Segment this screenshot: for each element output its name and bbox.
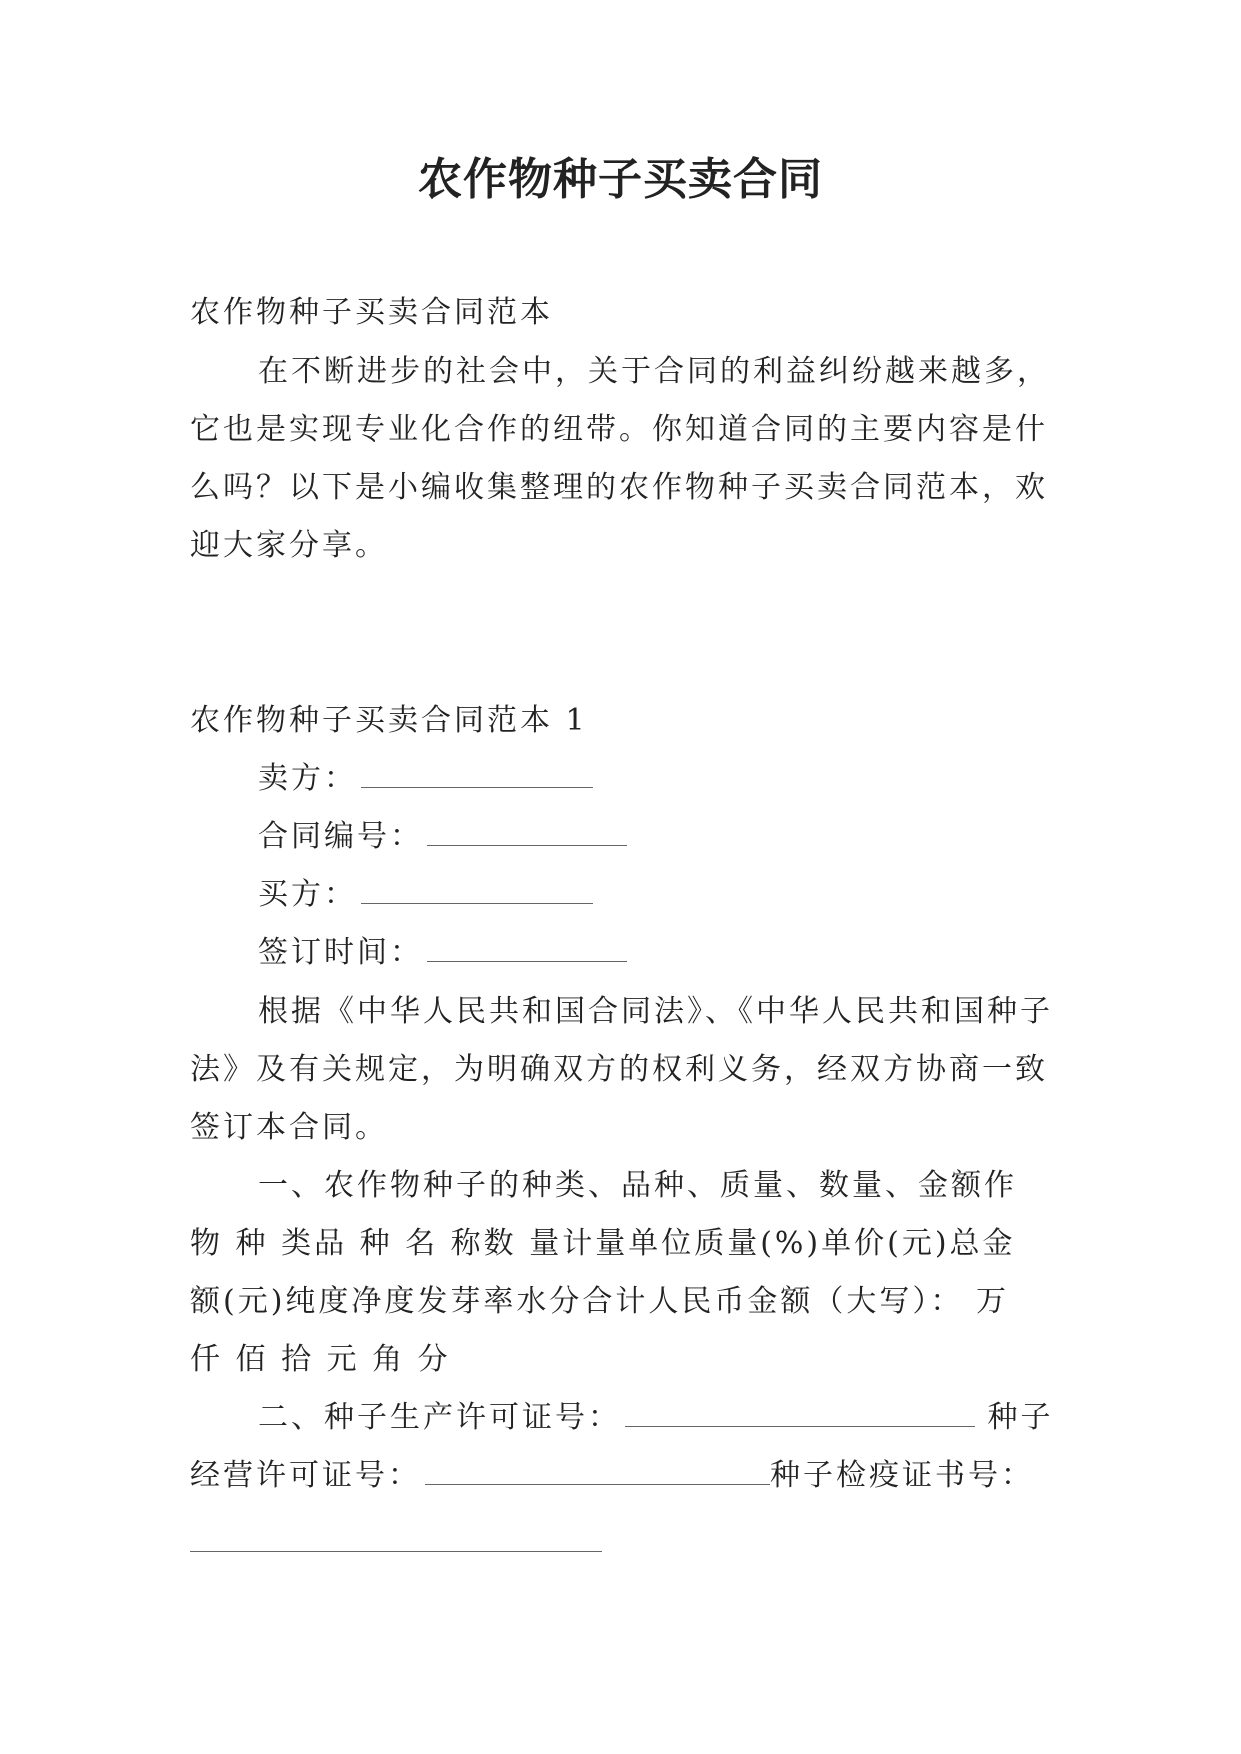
quarantine-cert-label: 种子检疫证书号：	[770, 1458, 1034, 1493]
seller-field	[258, 759, 593, 799]
intro-line-2: 它也是实现专业化合作的纽带。你知道合同的主要内容是什	[190, 412, 1048, 447]
seller-blank	[361, 759, 593, 788]
buyer-blank	[361, 875, 593, 904]
production-license-label: 二、种子生产许可证号：	[258, 1400, 621, 1435]
basis-line-2: 法》及有关规定，为明确双方的权利义务，经双方协商一致	[190, 1052, 1048, 1087]
intro-line-3: 么吗？以下是小编收集整理的农作物种子买卖合同范本，欢	[190, 470, 1048, 505]
basis-line-3: 签订本合同。	[190, 1110, 388, 1145]
buyer-field	[258, 875, 593, 915]
clause2-line-2	[190, 1456, 1034, 1496]
sign-date-label: 签订时间：	[258, 935, 423, 970]
clause2-line1-suffix: 种子	[987, 1400, 1054, 1435]
clause1-line-1: 一、农作物种子的种类、品种、质量、数量、金额作	[258, 1168, 1017, 1203]
intro-line-4: 迎大家分享。	[190, 528, 388, 563]
business-license-blank	[425, 1456, 770, 1485]
basis-line-1: 根据《中华人民共和国合同法》、《中华人民共和国种子	[258, 994, 1053, 1029]
production-license-blank	[625, 1398, 975, 1427]
section-title: 农作物种子买卖合同范本 1	[190, 703, 588, 738]
document-subtitle: 农作物种子买卖合同范本	[190, 295, 553, 330]
document-title: 农作物种子买卖合同	[418, 154, 823, 205]
seller-label: 卖方：	[258, 761, 357, 796]
intro-line-1: 在不断进步的社会中，关于合同的利益纠纷越来越多，	[258, 354, 1050, 389]
clause1-line-3: 额(元)纯度净度发芽率水分合计人民币金额（大写）： 万	[190, 1284, 1009, 1319]
clause1-line-4: 仟 佰 拾 元 角 分	[190, 1342, 451, 1377]
contract-no-blank	[427, 817, 627, 846]
buyer-label: 买方：	[258, 877, 357, 912]
clause1-line-2: 物 种 类品 种 名 称数 量计量单位质量(%)单价(元)总金	[190, 1226, 1016, 1261]
clause2-line-1	[258, 1398, 1054, 1438]
contract-no-field	[258, 817, 627, 857]
business-license-label: 经营许可证号：	[190, 1458, 421, 1493]
sign-date-field	[258, 933, 627, 973]
sign-date-blank	[427, 933, 627, 962]
contract-no-label: 合同编号：	[258, 819, 423, 854]
quarantine-cert-blank	[190, 1551, 602, 1552]
